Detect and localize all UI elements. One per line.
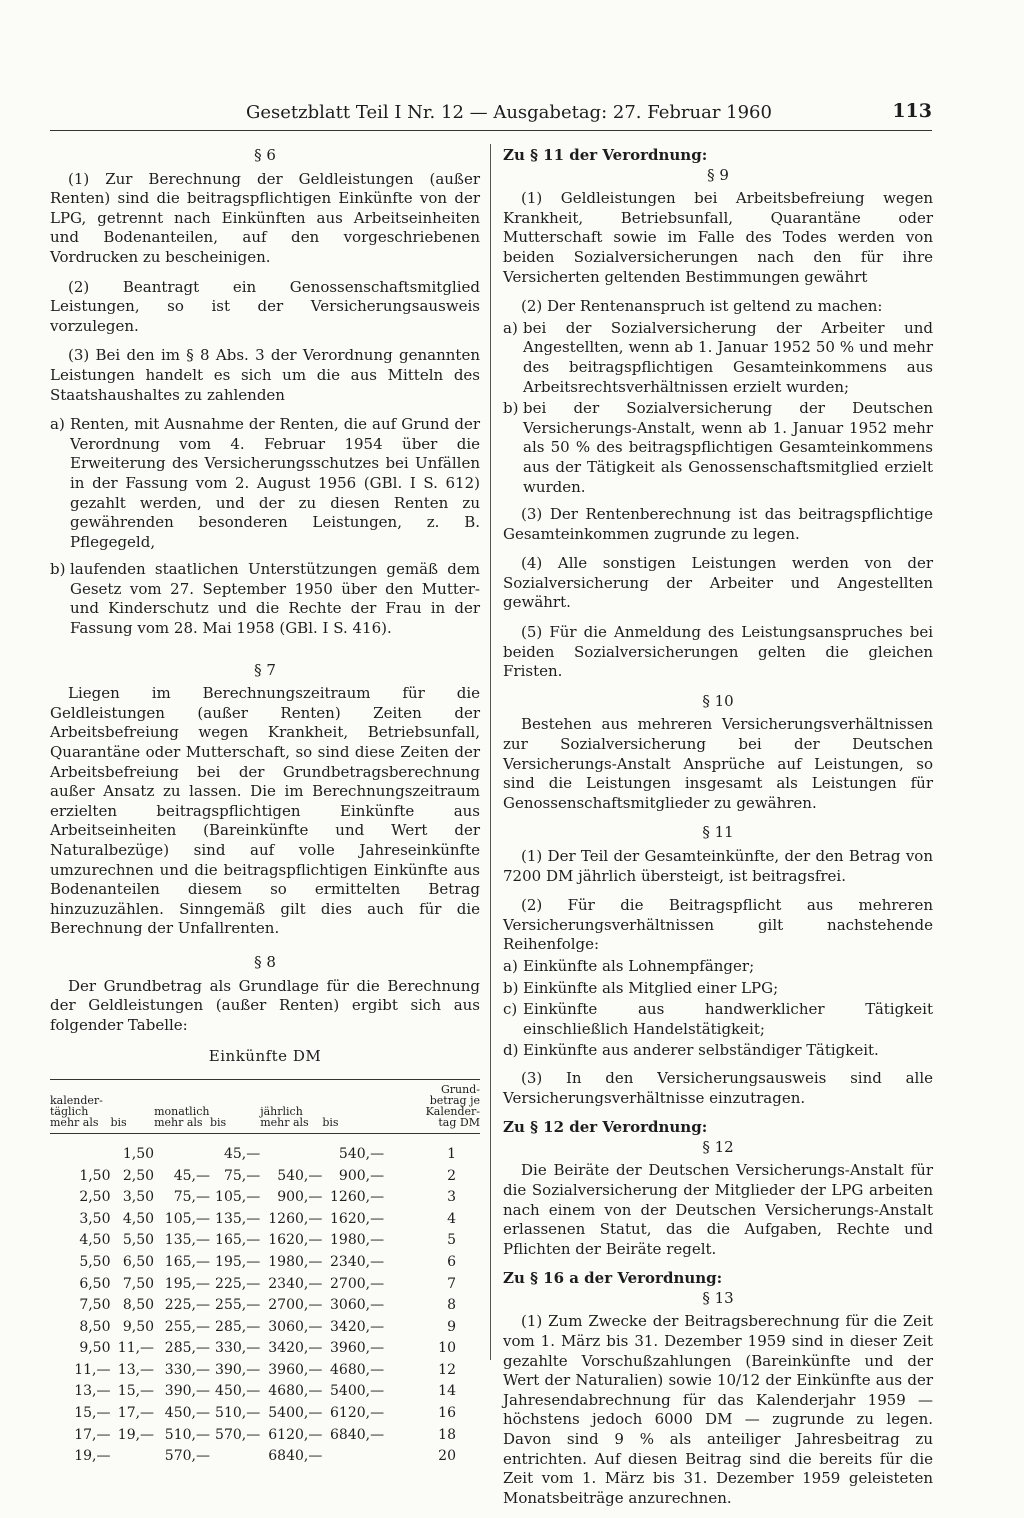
table-cell bbox=[154, 1133, 210, 1165]
zu-12-heading: Zu § 12 der Verordnung: bbox=[503, 1118, 708, 1137]
header-title: Gesetzblatt Teil I Nr. 12 — Ausgabetag: 27. Februar 1960 bbox=[246, 102, 772, 123]
item-text: bei der Sozialversicherung der Arbeiter und Angestellten, wenn ab 1. Januar 1952 50 % und mehr des beitragspflichtigen Gesamteinkommens aus Arbeitsrechtsverhältnissen erzielt wurden; bbox=[523, 318, 933, 396]
left-column bbox=[50, 140, 480, 1468]
s11-paragraph-3: (3) In den Versicherungsausweis sind alle Versicherungsverhältnisse einzutragen. bbox=[503, 1068, 933, 1107]
grundbetrag-table bbox=[50, 1079, 480, 1468]
table-cell: 13,— bbox=[117, 1361, 155, 1378]
table-cell: 6 bbox=[447, 1253, 456, 1270]
section-heading-12: § 12 bbox=[702, 1137, 734, 1156]
table-cell: 19,— bbox=[117, 1426, 155, 1443]
s9-paragraph-1: (1) Geldleistungen bei Arbeitsbefreiung wegen Krankheit, Betriebsunfall, Quarantäne oder Mutterschaft sowie im Falle des Todes werden von beiden Sozialversicherungen nach den für ihre Versicherten geltenden Bestimmungen gewährt bbox=[503, 189, 933, 286]
table-cell: 900,— bbox=[338, 1167, 385, 1184]
table-cell: 8 bbox=[447, 1297, 456, 1314]
header-bis-daily: bis bbox=[111, 1079, 155, 1133]
table-cell: 1620,— bbox=[330, 1210, 385, 1227]
section-heading-10: § 10 bbox=[702, 691, 734, 710]
table-cell: 7,50 bbox=[122, 1275, 155, 1292]
item-text: Einkünfte aus anderer selbständiger Tätigkeit. bbox=[523, 1041, 879, 1060]
s9-paragraph-2: (2) Der Rentenanspruch ist geltend zu machen: bbox=[521, 297, 883, 316]
header-monthly: monatlich mehr als bbox=[154, 1079, 210, 1133]
table-cell: 10 bbox=[438, 1340, 456, 1357]
table-cell: 3960,— bbox=[268, 1361, 323, 1378]
s9-paragraph-4: (4) Alle sonstigen Leistungen werden von der Sozialversicherung der Arbeiter und Angestellten gewährt. bbox=[503, 554, 933, 612]
zu-16a-heading: Zu § 16 a der Verordnung: bbox=[503, 1269, 723, 1288]
table-cell: 75,— bbox=[223, 1167, 261, 1184]
table-row bbox=[50, 1446, 480, 1468]
table-title: Einkünfte DM bbox=[208, 1047, 322, 1066]
table-cell: 16 bbox=[438, 1405, 456, 1422]
column-divider bbox=[490, 144, 491, 1360]
table-cell: 45,— bbox=[223, 1145, 261, 1162]
table-cell: 390,— bbox=[215, 1361, 261, 1378]
table-row bbox=[50, 1230, 480, 1252]
table-cell bbox=[260, 1133, 322, 1165]
item-text: laufenden staatlichen Unterstützungen gemäß dem Gesetz vom 27. September 1950 über den Mutter- und Kinderschutz und die Rechte der Frau in der Fassung vom 28. Mai 1958 (GBl. I S. 416). bbox=[70, 560, 480, 638]
table-cell: 17,— bbox=[74, 1426, 111, 1443]
s13-paragraph: (1) Zum Zwecke der Beitragsberechnung für die Zeit vom 1. März bis 31. Dezember 1959 sind in dieser Zeit gezahlte Vorschußzahlungen (Bareinkünfte und der Wert der Naturalien) sowie 10/12 der Einkünfte aus der Jahresendabrechnung für das Kalenderjahr 1959 — höchstens jedoch 6000 DM — zugrunde zu legen. Davon sind 9 % als anteiliger Jahresbeitrag zu entrichten. Auf diesen Beitrag sind die bereits für die Zeit vom 1. März bis 31. Dezember 1959 geleisteten Monatsbeiträge anzurechnen. bbox=[503, 1312, 933, 1507]
table-row bbox=[50, 1317, 480, 1339]
table-cell: 195,— bbox=[164, 1275, 210, 1292]
section-heading-13: § 13 bbox=[702, 1288, 734, 1307]
table-cell: 14 bbox=[438, 1383, 456, 1400]
item-label: b) bbox=[503, 978, 519, 997]
table-cell: 4680,— bbox=[268, 1383, 323, 1400]
table-cell: 285,— bbox=[164, 1340, 210, 1357]
s9-paragraph-3: (3) Der Rentenberechnung ist das beitragspflichtige Gesamteinkommen zugrunde zu legen. bbox=[503, 505, 933, 543]
section-heading-8: § 8 bbox=[254, 952, 276, 971]
table-cell: 12 bbox=[438, 1361, 456, 1378]
table-cell: 9,50 bbox=[122, 1318, 155, 1335]
table-cell: 255,— bbox=[215, 1297, 261, 1314]
table-cell: 3 bbox=[447, 1189, 456, 1206]
item-label: a) bbox=[503, 956, 518, 975]
s6-item-a bbox=[50, 415, 480, 552]
header-daily: kalender- täglich mehr als bbox=[50, 1079, 111, 1133]
table-cell: 4,50 bbox=[122, 1210, 155, 1227]
table-cell: 225,— bbox=[215, 1275, 261, 1292]
item-label: a) bbox=[50, 415, 65, 434]
s9-paragraph-5: (5) Für die Anmeldung des Leistungsanspruches bei beiden Sozialversicherungen gelten die gleichen Fristen. bbox=[503, 623, 933, 681]
table-cell: 8,50 bbox=[122, 1297, 155, 1314]
table-cell: 5,50 bbox=[79, 1253, 111, 1270]
table-cell bbox=[322, 1446, 384, 1468]
item-text: Einkünfte als Mitglied einer LPG; bbox=[523, 978, 779, 997]
table-cell: 450,— bbox=[164, 1405, 210, 1422]
table-cell: 3060,— bbox=[268, 1318, 323, 1335]
table-cell: 5,50 bbox=[122, 1232, 155, 1249]
item-label: b) bbox=[50, 560, 66, 579]
table-cell: 11,— bbox=[74, 1361, 111, 1378]
table-cell: 105,— bbox=[164, 1210, 210, 1227]
table-row bbox=[50, 1133, 480, 1165]
header-rule bbox=[50, 130, 932, 131]
table-cell: 1,50 bbox=[79, 1167, 111, 1184]
table-cell: 165,— bbox=[215, 1232, 261, 1249]
table-cell bbox=[210, 1446, 260, 1468]
table-cell: 13,— bbox=[74, 1383, 111, 1400]
table-row bbox=[50, 1274, 480, 1296]
s9-item-b bbox=[503, 399, 933, 497]
table-cell: 8,50 bbox=[79, 1318, 111, 1335]
table-cell: 2700,— bbox=[330, 1275, 385, 1292]
item-label: c) bbox=[503, 1000, 518, 1019]
zu-11-heading: Zu § 11 der Verordnung: bbox=[503, 146, 708, 164]
s11-paragraph-2: (2) Für die Beitragspflicht aus mehreren Versicherungsverhältnissen gilt nachstehende Reihenfolge: bbox=[503, 896, 933, 954]
table-row bbox=[50, 1209, 480, 1231]
table-cell bbox=[111, 1446, 155, 1468]
table-row bbox=[50, 1338, 480, 1360]
table-cell: 5400,— bbox=[268, 1405, 323, 1422]
s12-paragraph: Die Beiräte der Deutschen Versicherungs-Anstalt für die Sozialversicherung der Mitglieder der LPG arbeiten nach einem von der Deutschen Versicherungs-Anstalt erlassenen Statut, das die Aufgaben, Rechte und Pflichten der Beiräte regelt. bbox=[503, 1161, 933, 1258]
table-row bbox=[50, 1187, 480, 1209]
table-cell: 75,— bbox=[173, 1189, 210, 1206]
s11-paragraph-1: (1) Der Teil der Gesamteinkünfte, der den Betrag von 7200 DM jährlich übersteigt, ist beitragsfrei. bbox=[503, 847, 933, 885]
table-cell: 3960,— bbox=[330, 1340, 385, 1357]
s10-paragraph: Bestehen aus mehreren Versicherungsverhältnissen zur Sozialversicherung bei der Deutschen Versicherungs-Anstalt Ansprüche auf Leistungen, so sind die Leistungen insgesamt als Leistungen für Genossenschaftsmitglieder zu gewähren. bbox=[503, 715, 933, 812]
item-label: d) bbox=[503, 1041, 519, 1060]
table-row bbox=[50, 1381, 480, 1403]
table-cell: 15,— bbox=[117, 1383, 155, 1400]
table-cell: 450,— bbox=[215, 1383, 261, 1400]
item-label: a) bbox=[503, 318, 518, 337]
item-label: b) bbox=[503, 399, 519, 418]
right-column bbox=[503, 140, 933, 1518]
page-number: 113 bbox=[892, 100, 932, 122]
table-cell: 570,— bbox=[164, 1448, 210, 1465]
table-row bbox=[50, 1425, 480, 1447]
header-yearly: jährlich mehr als bbox=[260, 1079, 322, 1133]
table-cell: 7 bbox=[447, 1275, 456, 1292]
table-cell: 3420,— bbox=[268, 1340, 323, 1357]
table-cell: 540,— bbox=[277, 1167, 323, 1184]
s9-item-a bbox=[503, 319, 933, 397]
table-cell: 510,— bbox=[164, 1426, 210, 1443]
s8-paragraph: Der Grundbetrag als Grundlage für die Berechnung der Geldleistungen (außer Renten) ergibt sich aus folgender Tabelle: bbox=[50, 976, 480, 1034]
section-heading-7: § 7 bbox=[254, 660, 276, 679]
s11-item-d bbox=[503, 1041, 933, 1061]
table-row bbox=[50, 1403, 480, 1425]
section-heading-6: § 6 bbox=[254, 146, 276, 164]
item-text: Einkünfte aus handwerklicher Tätigkeit einschließlich Handelstätigkeit; bbox=[523, 1000, 933, 1038]
table-cell: 17,— bbox=[117, 1405, 155, 1422]
table-cell: 330,— bbox=[215, 1340, 261, 1357]
table-cell: 540,— bbox=[338, 1145, 385, 1162]
table-cell: 9 bbox=[447, 1318, 456, 1335]
table-cell: 2,50 bbox=[122, 1167, 155, 1184]
table-cell: 195,— bbox=[215, 1253, 261, 1270]
table-cell: 7,50 bbox=[79, 1297, 111, 1314]
item-text: Renten, mit Ausnahme der Renten, die auf Grund der Verordnung vom 4. Februar 1954 über die Erweiterung des Versicherungsschutzes bei Unfällen in der Fassung vom 2. August 1956 (GBl. I S. 612) gezahlt werden, und der zu diesen Renten zu gewährenden besonderen Leistungen, z. B. Pflegegeld, bbox=[70, 415, 480, 551]
table-cell: 225,— bbox=[164, 1297, 210, 1314]
s6-paragraph-2: (2) Beantragt ein Genossenschaftsmitglied Leistungen, so ist der Versicherungsausweis vorzulegen. bbox=[50, 277, 480, 335]
table-cell: 15,— bbox=[74, 1405, 111, 1422]
table-row bbox=[50, 1166, 480, 1188]
table-cell: 4680,— bbox=[330, 1361, 385, 1378]
s6-paragraph-1: (1) Zur Berechnung der Geldleistungen (außer Renten) sind die beitragspflichtigen Einkünfte von der LPG, getrennt nach Einkünften aus Arbeitseinheiten und Bodenanteilen, auf den vorgeschriebenen Vordrucken zu bescheinigen. bbox=[50, 169, 480, 266]
table-cell: 900,— bbox=[277, 1189, 323, 1206]
header-bis-monthly: bis bbox=[210, 1079, 260, 1133]
table-cell: 1980,— bbox=[268, 1253, 323, 1270]
table-cell: 1260,— bbox=[330, 1189, 385, 1206]
page-header bbox=[50, 100, 932, 130]
s6-item-b bbox=[50, 560, 480, 638]
table-cell: 390,— bbox=[164, 1383, 210, 1400]
table-cell: 3,50 bbox=[79, 1210, 111, 1227]
table-cell: 3420,— bbox=[330, 1318, 385, 1335]
table-cell: 6840,— bbox=[330, 1426, 385, 1443]
table-cell: 6,50 bbox=[122, 1253, 155, 1270]
s7-paragraph: Liegen im Berechnungszeitraum für die Geldleistungen (außer Renten) Zeiten der Arbeitsbefreiung wegen Krankheit, Betriebsunfall, Quarantäne oder Mutterschaft, so sind diese Zeiten der Arbeitsbefreiung bei der Grundbetragsberechnung außer Ansatz zu lassen. Die im Berechnungszeitraum erzielten beitragspflichtigen Einkünfte aus Arbeitseinheiten (Bareinkünfte und Wert der Naturalbezüge) sind auf volle Jahreseinkünfte umzurechnen und die beitragspflichtigen Einkünfte aus Bodenanteilen diesem so ermittelten Betrag hinzuzuzählen. Sinngemäß gilt dies auch für die Berechnung der Unfallrenten. bbox=[50, 684, 480, 938]
table-cell: 285,— bbox=[215, 1318, 261, 1335]
table-cell: 510,— bbox=[215, 1405, 261, 1422]
table-cell: 2340,— bbox=[330, 1253, 385, 1270]
table-cell: 1,50 bbox=[122, 1145, 155, 1162]
table-cell: 3,50 bbox=[122, 1189, 155, 1206]
table-cell: 330,— bbox=[164, 1361, 210, 1378]
table-cell: 570,— bbox=[215, 1426, 261, 1443]
table-cell: 45,— bbox=[173, 1167, 210, 1184]
table-cell: 9,50 bbox=[79, 1340, 111, 1357]
table-cell: 18 bbox=[438, 1426, 456, 1443]
table-cell: 20 bbox=[438, 1448, 456, 1465]
s6-paragraph-3: (3) Bei den im § 8 Abs. 3 der Verordnung genannten Leistungen handelt es sich um die aus Mitteln des Staatshaushaltes zu zahlenden bbox=[50, 346, 480, 404]
table-cell: 6120,— bbox=[330, 1405, 385, 1422]
table-cell: 165,— bbox=[164, 1253, 210, 1270]
table-cell: 5400,— bbox=[330, 1383, 385, 1400]
table-cell: 1620,— bbox=[268, 1232, 323, 1249]
table-cell bbox=[50, 1133, 111, 1165]
table-cell: 6120,— bbox=[268, 1426, 323, 1443]
table-cell: 6840,— bbox=[268, 1448, 323, 1465]
table-cell: 5 bbox=[447, 1232, 456, 1249]
item-text: Einkünfte als Lohnempfänger; bbox=[523, 956, 755, 975]
header-grundbetrag: Grund- betrag je Kalender- tag DM bbox=[384, 1079, 480, 1133]
table-cell: 2700,— bbox=[268, 1297, 323, 1314]
table-row bbox=[50, 1252, 480, 1274]
table-cell: 2340,— bbox=[268, 1275, 323, 1292]
table-header-row bbox=[50, 1079, 480, 1133]
table-cell: 6,50 bbox=[79, 1275, 111, 1292]
table-cell: 135,— bbox=[215, 1210, 261, 1227]
table-cell: 1 bbox=[447, 1145, 456, 1162]
table-cell: 135,— bbox=[164, 1232, 210, 1249]
table-row bbox=[50, 1295, 480, 1317]
table-cell: 2,50 bbox=[79, 1189, 111, 1206]
table-cell: 11,— bbox=[117, 1340, 155, 1357]
table-cell: 4 bbox=[447, 1210, 456, 1227]
item-text: bei der Sozialversicherung der Deutschen Versicherungs-Anstalt, wenn ab 1. Januar 1952 mehr als 50 % des beitragspflichtigen Gesamteinkommens aus der Tätigkeit als Genossenschaftsmitglied erzielt wurden. bbox=[523, 399, 933, 496]
table-cell: 4,50 bbox=[79, 1232, 111, 1249]
table-cell: 105,— bbox=[215, 1189, 261, 1206]
s11-item-b bbox=[503, 979, 933, 999]
table-cell: 2 bbox=[447, 1167, 456, 1184]
section-heading-9: § 9 bbox=[707, 165, 729, 184]
table-cell: 19,— bbox=[74, 1448, 111, 1465]
table-row bbox=[50, 1360, 480, 1382]
table-cell: 255,— bbox=[164, 1318, 210, 1335]
header-bis-yearly: bis bbox=[322, 1079, 384, 1133]
table-cell: 3060,— bbox=[330, 1297, 385, 1314]
table-cell: 1260,— bbox=[268, 1210, 323, 1227]
section-heading-11: § 11 bbox=[702, 823, 734, 842]
s11-item-c bbox=[503, 1000, 933, 1039]
s11-item-a bbox=[503, 957, 933, 977]
table-cell: 1980,— bbox=[330, 1232, 385, 1249]
